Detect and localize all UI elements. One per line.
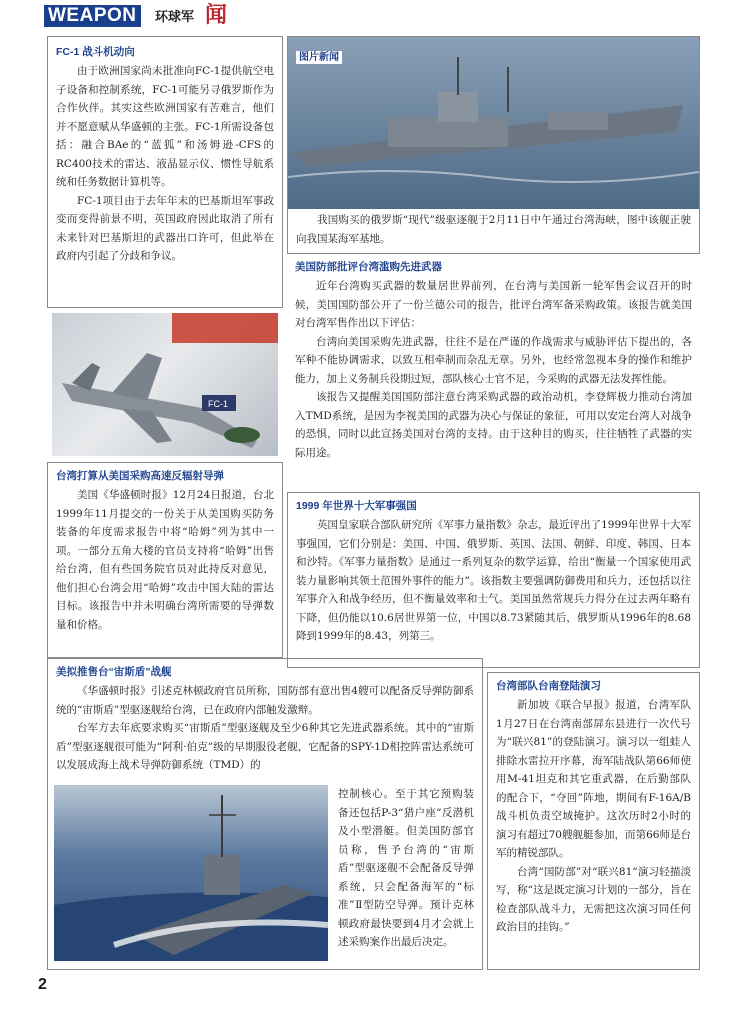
fc1-tag-text: FC-1 [208, 399, 228, 409]
exercise-title: 台湾部队台南登陆演习 [496, 680, 601, 692]
aegis-ship-illustration [54, 785, 328, 961]
masthead-logo: WEAPON [44, 5, 141, 27]
masthead-subtitle: 环球军 [155, 9, 195, 24]
photo-news-caption: 我国购买的俄罗斯“现代”级驱逐舰于2月11日中午通过台湾海峡，图中该舰正驶向我国某海军基地。 [296, 214, 691, 245]
procurement-article [287, 258, 700, 488]
procurement-title: 美国防部批评台湾滥购先进武器 [295, 261, 442, 273]
top-ten-article [287, 492, 700, 668]
masthead-red-char: 闻 [205, 2, 228, 28]
top-ten-paragraph-1: 英国皇家联合部队研究所《军事力量指数》杂志，最近评出了1999年世界十大军事强国，它们分别是：美国、中国、俄罗斯、英国、法国、朝鲜、印度、韩国、日本和沙特。《军事力量指数》是通过一系列复杂的数学运算，给出“衡量一个国家使用武装力量影响其领土范围外事件的能力”。该指数主要强调防御费用和兵力，还包括以往军事介入和战争经历，但不衡量效率和士气。美国虽然常规兵力得分在过去两年略有下降，但仍能以10.6居世界第一位，中国以8.73紧随其后，俄罗斯从1996年的8.68降到1999年的8.43，列第三。 [296, 519, 691, 642]
harm-title: 台湾打算从美国采购高速反辐射导弹 [56, 470, 224, 482]
sovremenny-ship-illustration [288, 37, 699, 209]
aegis-title: 美拟推售台“宙斯盾”战舰 [56, 666, 172, 678]
fc1-paragraph-2: FC-1项目由于去年年末的巴基斯坦军事政变而变得前景不明，英国政府因此取消了所有未来针对巴基斯坦的武器出口许可，但此举在政府内引起了分歧和争议。 [56, 194, 274, 262]
harm-paragraph-1: 美国《华盛顿时报》12月24日报道，台北1999年11月提交的一份关于从美国购买防务装备的年度需求报告中将“哈姆”列为其中一项。一部分五角大楼的官员支持将“哈姆”出售给台湾，但有些国务院官员对此持反对意见，他们担心台湾会用“哈姆”攻击中国大陆的雷达目标。该报告中并未明确台湾所需要的导弹数量和价格。 [56, 489, 274, 631]
exercise-paragraph-2: 台湾“国防部”对“联兴81”演习轻描淡写，称“这是既定演习计划的一部分，旨在检查部队战斗力，无需把这次演习同任何政治目的挂钩。” [496, 865, 691, 933]
harm-article [47, 462, 283, 658]
page-number: 2 [38, 976, 47, 993]
fc1-paragraph-1: 由于欧洲国家尚未批准向FC-1提供航空电子设备和控制系统，FC-1可能另寻俄罗斯作为合作伙伴。其实这些欧洲国家有苦难言，他们并不愿意赋从华盛顿的主张。FC-1所需设备包括：融合BAe的“蓝狐”和汤姆逊-CFS的RC400技术的雷达、液晶显示仪、惯性导航系统和任务数据计算机等。 [56, 65, 274, 188]
fc1-title: FC-1 战斗机动向 [56, 46, 135, 58]
fc1-jet-illustration [52, 313, 278, 456]
procurement-paragraph-1: 近年台湾购买武器的数量居世界前列，在台湾与美国新一轮军售会议召开的时候，美国国防部公开了一份兰德公司的报告，批评台湾军备采购政策。该报告就美国对台湾军售作出以下评估： [295, 280, 692, 329]
aegis-paragraph-3: 控制核心。至于其它预购装备还包括P-3“猎户座”反潜机及小型潜艇。但美国防部官员称，售予台湾的“宙斯盾”型驱逐舰不会配备反导弹系统，只会配备海军的“标准”Ⅱ型防空导弹。预计克林顿政府最快要到4月才会就上述采购案作出最后决定。 [338, 788, 474, 948]
fc1-aircraft-photo [52, 313, 278, 456]
fc1-article [47, 36, 283, 308]
procurement-paragraph-3: 该报告又提醒美国国防部注意台湾采购武器的政治动机，李登辉极力推动台湾加入TMD系统，是因为李视美国的武器为决心与保证的象征，可用以安定台湾人对战争的恐惧，同时以此宣扬美国对台湾的支持。由于这种目的购买，往往牺牲了武器的实际用途。 [295, 391, 692, 459]
aegis-article [47, 658, 483, 970]
exercise-article [487, 672, 700, 970]
photo-news-box [287, 36, 700, 254]
photo-news-label: 图片新闻 [296, 51, 342, 64]
procurement-paragraph-2: 台湾向美国采购先进武器，往往不是在严谨的作战需求与威胁评估下提出的，各军种不能协调需求，以致互相牵制而杂乱无章。另外，也经常忽视本身的操作和维护能力，加上义务制兵役期过短，部队核心士官不足，今采购的武器无法发挥性能。 [295, 335, 692, 385]
destroyer-photo [288, 37, 699, 209]
aegis-paragraph-2: 台军方去年底要求购买“宙斯盾”型驱逐舰及至少6种其它先进武器系统。其中的“宙斯盾”型驱逐舰很可能为“阿利·伯克”级的早期服役老舰，它配备的SPY-1D相控阵雷达系统可以发展成海上战术导弹防御系统（TMD）的 [56, 722, 474, 771]
aegis-destroyer-photo [54, 785, 328, 961]
exercise-paragraph-1: 新加坡《联合早报》报道，台湾军队1月27日在台湾南部屏东县进行一次代号为“联兴81”的登陆演习。演习以一组蛙人排除水雷拉开序幕，海军陆战队第66师使用M-41坦克和其它重武器，在后勤部队的配合下，“夺回”阵地，期间有F-16A/B战斗机负责空域掩护。这次历时2小时的演习有超过70艘舰艇参加，而第66师是台军的精锐部队。 [496, 699, 691, 859]
aegis-paragraph-1: 《华盛顿时报》引述克林顿政府官员所称，国防部有意出售4艘可以配备反导弹防御系统的“宙斯盾”型驱逐舰给台湾，已在政府内部触发激辩。 [56, 685, 474, 716]
top-ten-title: 1999 年世界十大军事强国 [296, 500, 417, 512]
